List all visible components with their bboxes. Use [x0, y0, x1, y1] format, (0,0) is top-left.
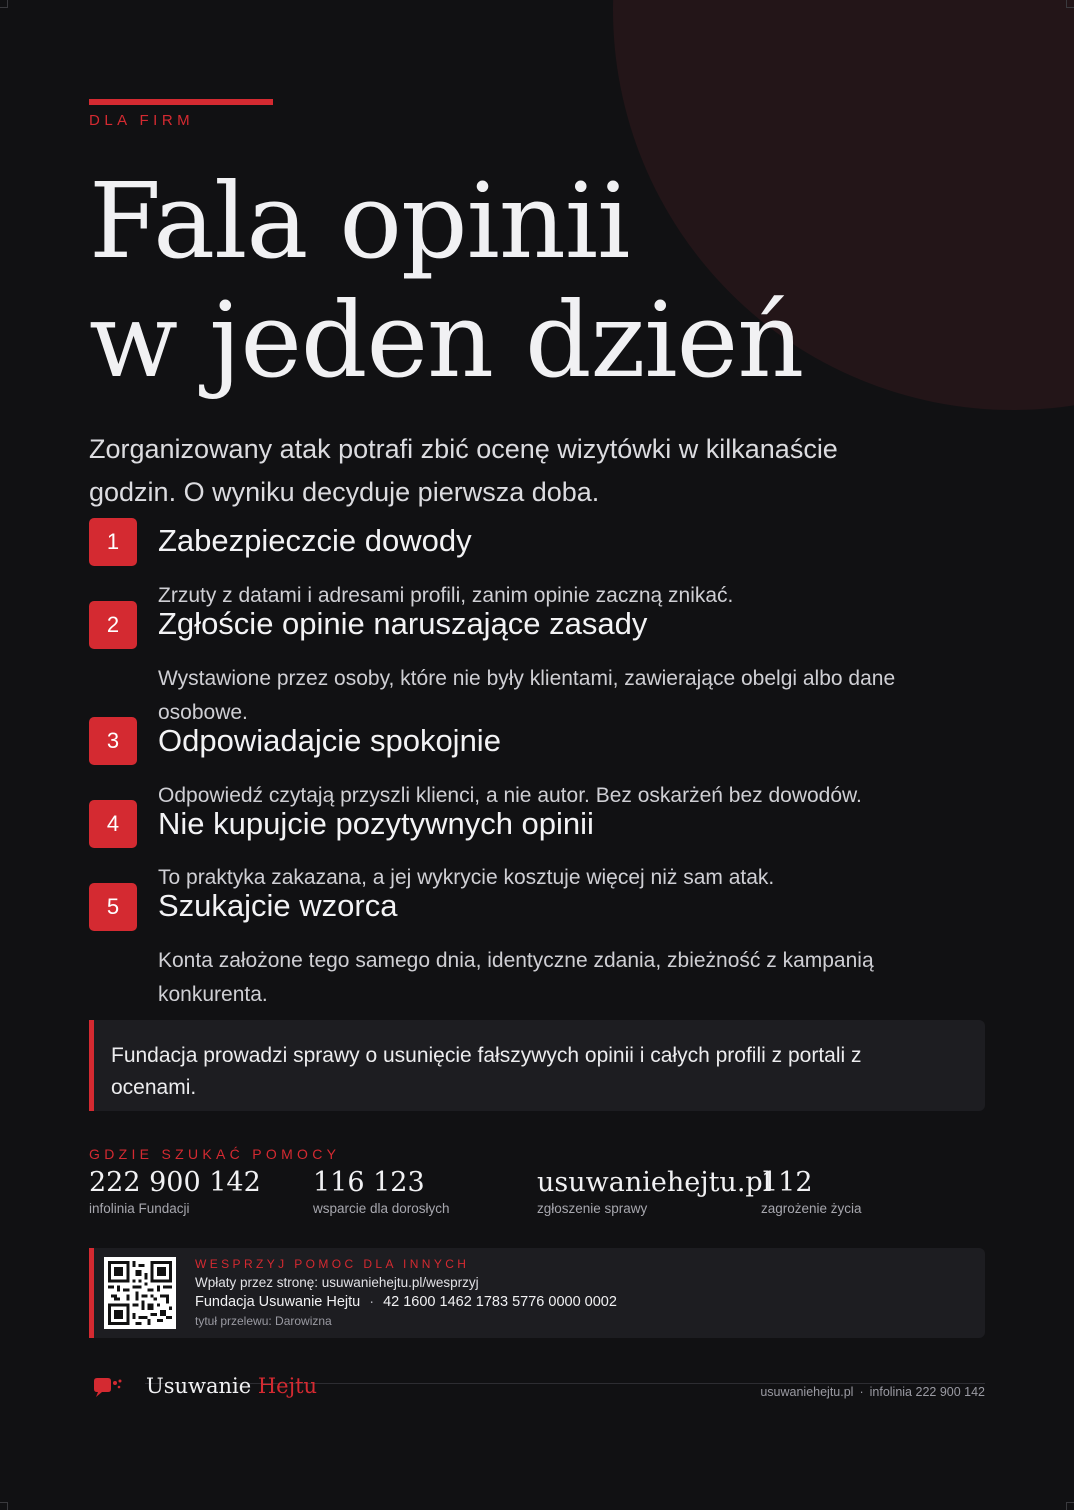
contact-label: wsparcie dla dorosłych: [313, 1201, 450, 1216]
donation-link[interactable]: Wpłaty przez stronę: usuwaniehejtu.pl/wesprzyj: [195, 1275, 479, 1290]
contact-number: 112: [761, 1167, 813, 1198]
qr-code-icon[interactable]: [104, 1257, 176, 1329]
step-number-badge: 2: [89, 601, 137, 649]
contact-label: infolinia Fundacji: [89, 1201, 190, 1216]
page-title: [89, 162, 989, 400]
step-description: Odpowiedź czytają przyszli klienci, a nie autor. Bez oskarżeń bez dowodów.: [158, 784, 862, 807]
footer-hotline: infolinia 222 900 142: [869, 1385, 985, 1399]
separator: ·: [369, 1294, 375, 1310]
account-number: 42 1600 1462 1783 5776 0000 0002: [383, 1294, 617, 1310]
crop-mark: [0, 1502, 8, 1510]
step-title: Nie kupujcie pozytywnych opinii: [158, 806, 594, 841]
support-heading: WESPRZYJ POMOC DLA INNYCH: [195, 1257, 470, 1271]
step-title: Zabezpieczcie dowody: [158, 523, 472, 558]
help-section-label: GDZIE SZUKAĆ POMOCY: [89, 1146, 341, 1162]
contact-foundation-hotline[interactable]: [89, 1166, 261, 1218]
separator: ·: [859, 1385, 864, 1399]
transfer-title: tytuł przelewu: Darowizna: [195, 1314, 332, 1328]
step-number-badge: 1: [89, 518, 137, 566]
step-title: Szukajcie wzorca: [158, 888, 398, 923]
step-number-badge: 3: [89, 717, 137, 765]
step-number-badge: 4: [89, 800, 137, 848]
speech-bubble-icon: [92, 1376, 126, 1404]
bank-details: [195, 1294, 617, 1310]
lead-paragraph: Zorganizowany atak potrafi zbić ocenę wizytówki w kilkanaście godzin. O wyniku decyduje pierwsza doba.: [89, 434, 838, 507]
foundation-note: Fundacja prowadzi sprawy o usunięcie fałszywych opinii i całych profili z portali z ocenami.: [89, 1020, 985, 1111]
brand-second: Hejtu: [257, 1374, 318, 1398]
step-description: Zrzuty z datami i adresami profili, zanim opinie zaczną znikać.: [158, 584, 734, 607]
crop-mark: [1066, 1502, 1074, 1510]
step-title: Odpowiadajcie spokojnie: [158, 723, 501, 758]
contact-website[interactable]: [537, 1166, 771, 1218]
accent-bar: [89, 99, 273, 105]
step-title: Zgłoście opinie naruszające zasady: [158, 606, 648, 641]
organization-name: Fundacja Usuwanie Hejtu: [195, 1294, 361, 1310]
brand-name[interactable]: [146, 1374, 317, 1398]
footer-website[interactable]: usuwaniehejtu.pl: [760, 1385, 854, 1399]
step-number-badge: 5: [89, 883, 137, 931]
support-panel: [89, 1248, 985, 1338]
contact-label: zagrożenie życia: [761, 1201, 862, 1216]
step-description: Wystawione przez osoby, które nie były klientami, zawierające obelgi albo dane osobowe.: [158, 667, 896, 724]
contact-number: 222 900 142: [89, 1167, 261, 1198]
title-line-2: w jeden dzień: [89, 279, 804, 401]
crop-mark: [1066, 0, 1074, 8]
brand-first: Usuwanie: [146, 1374, 252, 1398]
step-description: Konta założone tego samego dnia, identyczne zdania, zbieżność z kampanią konkurenta.: [158, 949, 874, 1006]
contact-emergency[interactable]: [761, 1166, 862, 1218]
contact-adult-support[interactable]: [313, 1166, 450, 1218]
contact-number: 116 123: [313, 1167, 425, 1198]
contact-label: zgłoszenie sprawy: [537, 1201, 648, 1216]
crop-mark: [0, 0, 8, 8]
title-line-1: Fala opinii: [89, 160, 630, 282]
kicker: DLA FIRM: [89, 112, 195, 129]
footer-contact: [760, 1385, 985, 1399]
contact-number: usuwaniehejtu.pl: [537, 1167, 772, 1198]
step-description: To praktyka zakazana, a jej wykrycie kosztuje więcej niż sam atak.: [158, 866, 775, 889]
